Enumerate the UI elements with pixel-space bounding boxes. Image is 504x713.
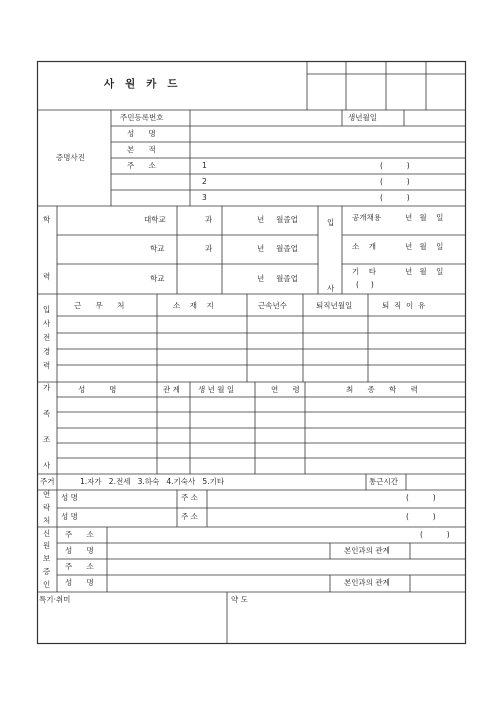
hire-row-2-date: 년 월 일: [405, 242, 444, 251]
career-header-years: 근속년수: [258, 301, 287, 310]
education-row-2-school: 학교: [150, 244, 165, 253]
family-header-education: 최 종 학 력: [346, 385, 418, 394]
family-label-4: 사: [43, 461, 51, 470]
photo-label: 증명사진: [56, 153, 85, 162]
page-title: 사 원 카 드: [104, 78, 178, 90]
residence-options: 1.자가 2.전세 3.하숙 4.기숙사 5.기타: [80, 477, 225, 486]
hire-section-bottom: 사: [327, 284, 335, 293]
education-section-bottom: 력: [43, 272, 51, 281]
contact-row-2-address-label: 주 소: [181, 512, 198, 521]
address-label: 주 소: [127, 161, 156, 170]
education-row-3-grad: 년 월졸업: [257, 274, 298, 283]
birth-date-label: 생년월일: [348, 113, 377, 122]
contact-label-1: 연: [43, 490, 51, 499]
education-row-3-school: 학교: [150, 274, 165, 283]
guarantor-row-2-relation-label: 본인과의 관계: [344, 578, 390, 587]
contact-row-1-name-label: 성 명: [61, 493, 78, 502]
guarantor-row-1-name-label: 성 명: [65, 546, 94, 555]
family-label-3: 조: [43, 435, 51, 444]
education-section-top: 학: [43, 215, 51, 224]
contact-row-1-paren: ( ): [406, 493, 436, 502]
residence-label: 주거: [40, 477, 55, 486]
family-header-age: 연 령: [271, 385, 300, 394]
contact-row-2-paren: ( ): [406, 512, 436, 521]
education-row-2-dept: 과: [205, 244, 213, 253]
family-header-relation: 관 계: [163, 385, 180, 394]
career-label-2: 사: [43, 319, 51, 328]
hire-row-2-type: 소 개: [352, 242, 377, 251]
guarantor-row-1-address-label: 주 소: [65, 530, 94, 539]
origin-label: 본 적: [127, 145, 156, 154]
career-header-retire-date: 퇴직년월일: [316, 301, 353, 310]
career-label-5: 력: [43, 361, 51, 370]
career-label-4: 경: [43, 347, 51, 356]
hire-row-1-date: 년 월 일: [405, 213, 444, 222]
guarantor-label-5: 인: [43, 580, 51, 589]
education-row-1-grad: 년 월졸업: [257, 215, 298, 224]
hire-section-top: 입: [327, 218, 335, 227]
career-header-retire-reason: 퇴 직 이 유: [382, 301, 426, 310]
guarantor-label-3: 보: [43, 554, 51, 563]
name-label: 성 명: [127, 129, 156, 138]
career-header-workplace: 근 무 처: [74, 301, 125, 310]
guarantor-label-2: 원: [43, 541, 51, 550]
education-row-1-school: 대학교: [144, 215, 166, 224]
education-row-1-dept: 과: [205, 215, 213, 224]
education-row-2-grad: 년 월졸업: [257, 244, 298, 253]
address-row-2-paren: ( ): [380, 177, 410, 186]
contact-label-2: 락: [43, 503, 51, 512]
contact-label-3: 처: [43, 516, 51, 525]
address-row-3-paren: ( ): [380, 193, 410, 202]
hire-row-3-type: 기 타: [352, 267, 377, 276]
contact-row-1-address-label: 주 소: [181, 493, 198, 502]
career-header-location: 소 재 지: [173, 301, 214, 310]
contact-row-2-name-label: 성 명: [61, 512, 78, 521]
guarantor-row-2-address-label: 주 소: [65, 562, 94, 571]
resident-no-label: 주민등록번호: [120, 113, 164, 122]
career-label-3: 전: [43, 333, 51, 342]
family-header-birth: 생 년 월 일: [198, 385, 235, 394]
hobby-label: 특기·취미: [39, 595, 71, 604]
family-header-name: 성 명: [78, 385, 117, 394]
guarantor-label-1: 신: [43, 529, 51, 538]
family-label-2: 족: [43, 409, 51, 418]
commute-label: 통근시간: [369, 477, 398, 486]
map-label: 약 도: [231, 595, 248, 604]
career-label-1: 입: [43, 305, 51, 314]
hire-row-1-type: 공개채용: [352, 213, 381, 222]
hire-row-3-extra: ( ): [356, 280, 374, 289]
address-row-2-no: 2: [202, 177, 207, 186]
guarantor-row-1-paren: ( ): [420, 530, 450, 539]
address-row-1-no: 1: [202, 161, 207, 170]
guarantor-row-1-relation-label: 본인과의 관계: [344, 546, 390, 555]
address-row-3-no: 3: [202, 193, 207, 202]
family-label-1: 가: [43, 383, 51, 392]
guarantor-row-2-name-label: 성 명: [65, 578, 94, 587]
address-row-1-paren: ( ): [380, 161, 410, 170]
hire-row-3-date: 년 월 일: [405, 267, 444, 276]
guarantor-label-4: 증: [43, 567, 51, 576]
